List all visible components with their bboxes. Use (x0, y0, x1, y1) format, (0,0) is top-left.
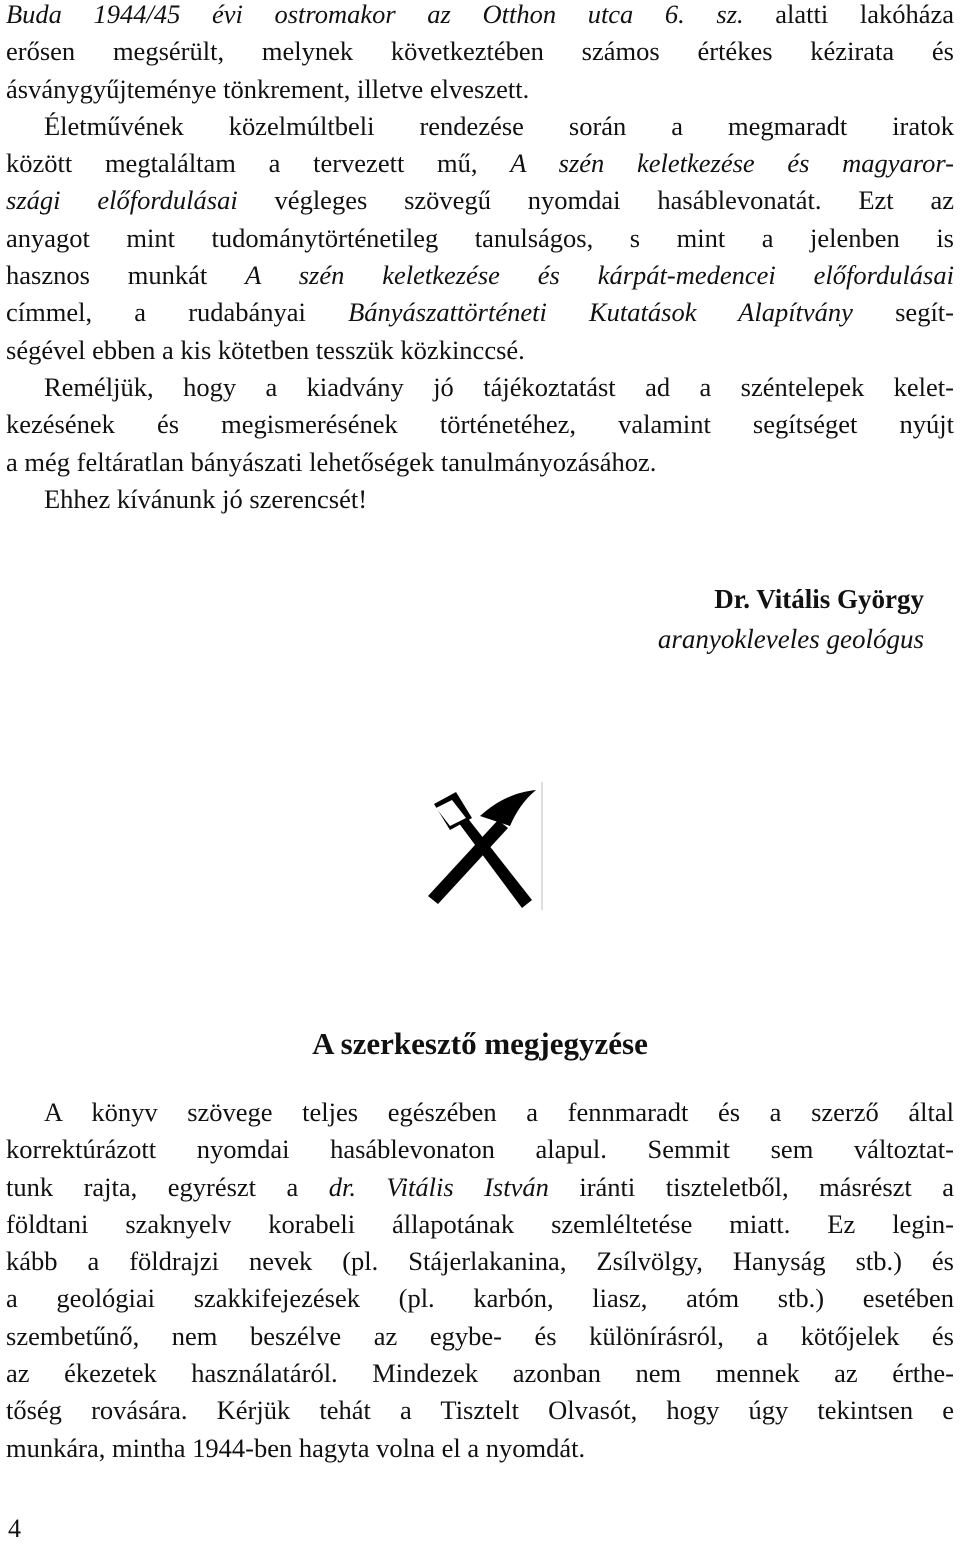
intro-paragraphs (6, 0, 954, 518)
text-line: az ékezetek használatáról. Mindezek azonban nem mennek az érthe- (6, 1358, 954, 1389)
author-name: Dr. Vitális György (714, 584, 924, 614)
text-line: a még feltáratlan bányászati lehetőségek tanulmányozásához. (6, 446, 657, 477)
text-line: Ehhez kívánunk jó szerencsét! (44, 483, 368, 514)
text-line: hasznos munkát A szén keletkezése és kárpát-medencei előfordulásai (6, 260, 954, 291)
text-line: földtani szaknyelv korabeli állapotának szemléltetése miatt. Ez legin- (6, 1208, 954, 1239)
text-line: ségével ebben a kis kötetben tesszük közkinccsé. (6, 334, 525, 365)
text-line: tőség rovására. Kérjük tehát a Tisztelt Olvasót, hogy úgy tekintsen e (6, 1395, 954, 1426)
editor-note-heading: A szerkesztő megjegyzése (312, 1026, 648, 1061)
text-line: között megtaláltam a tervezett mű, A szén keletkezése és magyaror- (6, 148, 954, 179)
text-line: kezésének és megismerésének történetéhez, valamint segítséget nyújt (6, 409, 954, 440)
text-line: korrektúrázott nyomdai hasáblevonaton alapul. Semmit sem változtat- (6, 1134, 954, 1165)
text-line: szembetűnő, nem beszélve az egybe- és különírásról, a kötőjelek és (6, 1320, 954, 1351)
text-line: Életművének közelmúltbeli rendezése során a megmaradt iratok (44, 110, 954, 141)
text-line: Buda 1944/45 évi ostromakor az Otthon utca 6. sz. alatti lakóháza (6, 0, 954, 29)
text-line: tunk rajta, egyrészt a dr. Vitális István iránti tiszteletből, másrészt a (6, 1171, 955, 1202)
text-line: szági előfordulásai végleges szövegű nyomdai hasáblevonatát. Ezt az (6, 185, 954, 216)
page-number: 4 (8, 1514, 21, 1543)
hammer-and-pick-icon (412, 782, 546, 912)
author-title: aranyokleveles geológus (657, 624, 924, 654)
text-line: a geológiai szakkifejezések (pl. karbón, liasz, atóm stb.) esetében (6, 1283, 954, 1314)
text-line: erősen megsérült, melynek következtében számos értékes kézirata és (6, 36, 954, 67)
text-line: ásványgyűjteménye tönkrement, illetve elveszett. (6, 73, 530, 104)
text-line: kább a földrajzi nevek (pl. Stájerlakanina, Zsílvölgy, Hanyság stb.) és (6, 1246, 954, 1277)
text-line: Reméljük, hogy a kiadvány jó tájékoztatást ad a széntelepek kelet- (44, 371, 954, 402)
text-line: munkára, mintha 1944-ben hagyta volna el a nyomdát. (6, 1432, 586, 1463)
text-line: anyagot mint tudománytörténetileg tanulságos, s mint a jelenben is (6, 222, 954, 253)
text-line: címmel, a rudabányai Bányászattörténeti Kutatások Alapítvány segít- (6, 297, 954, 328)
text-line: A könyv szövege teljes egészében a fennmaradt és a szerző által (44, 1097, 954, 1127)
editor-note-paragraph (6, 1094, 954, 1467)
